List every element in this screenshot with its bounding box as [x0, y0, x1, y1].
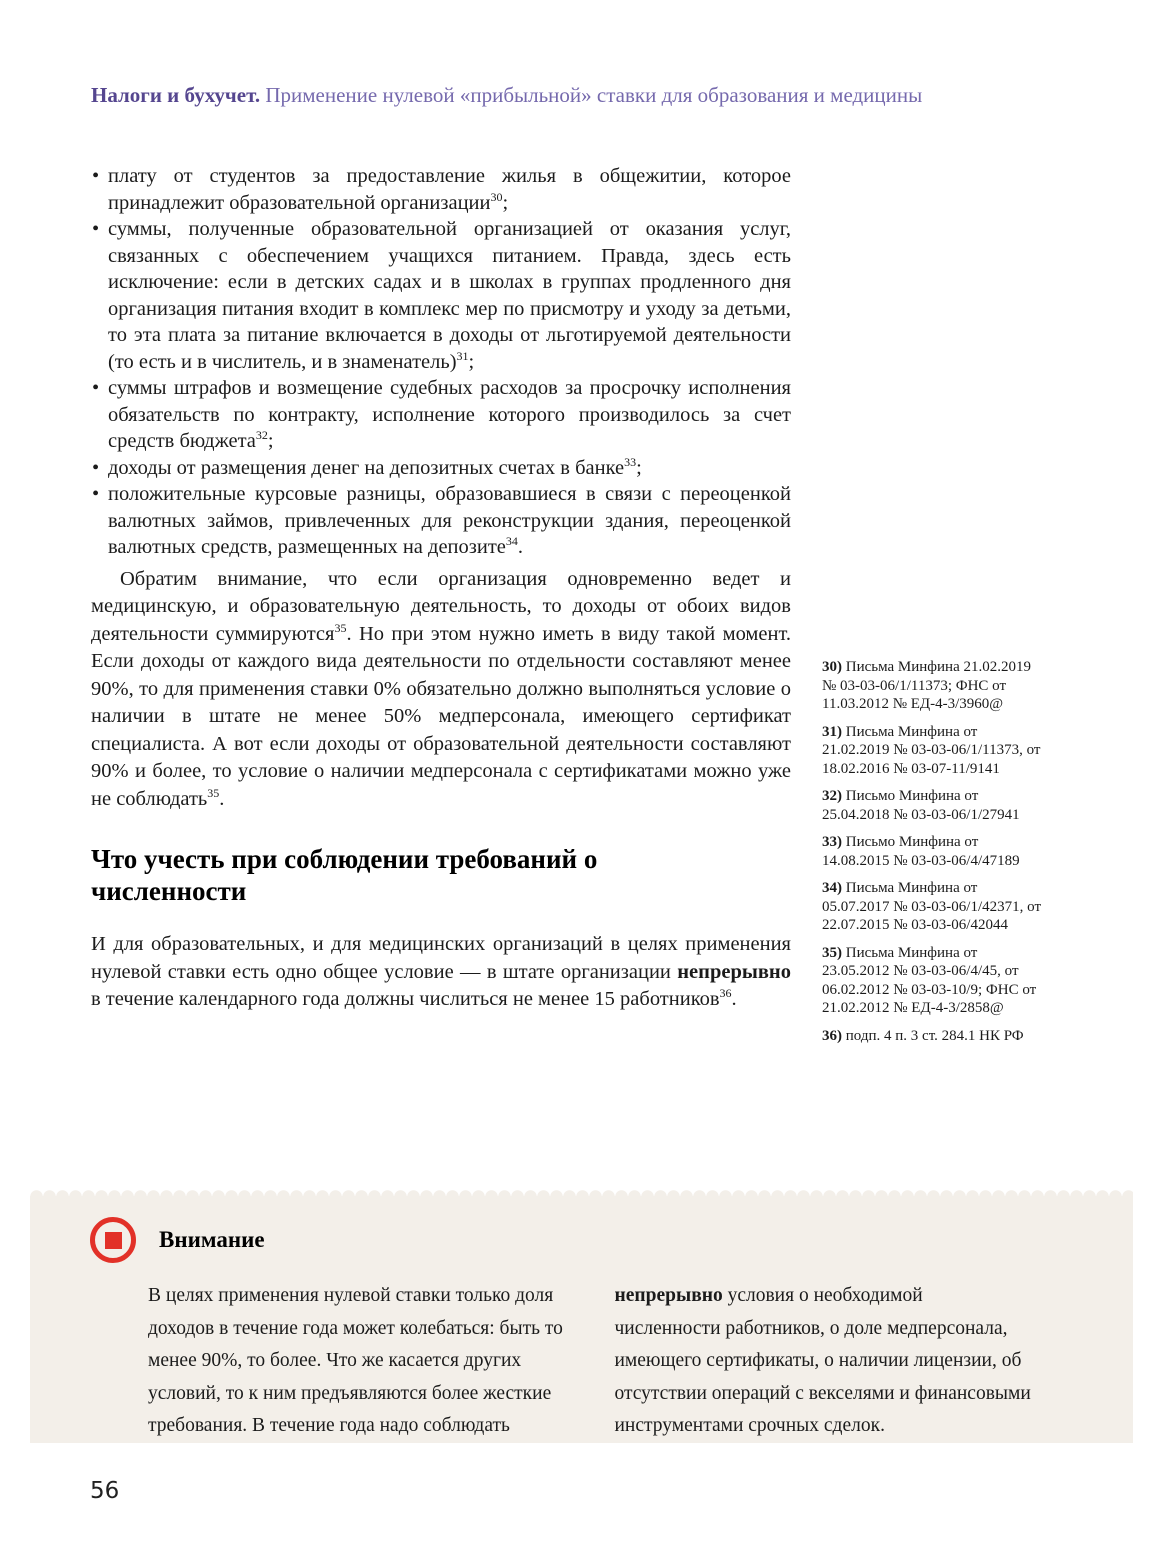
attention-columns	[148, 1280, 1033, 1443]
attention-left-text: В целях применения нулевой ставки только доля доходов в течение года может колебаться: быть то менее 90%, то более. Что же касается других условий, то к ним предъявляются более жесткие требования. В течение года надо соблюдать	[148, 1285, 563, 1436]
attention-header	[90, 1217, 265, 1263]
footnote-number: 30)	[822, 659, 846, 675]
footnote-text: Письмо Минфина от 25.04.2018 № 03-03-06/1/27941	[822, 788, 1020, 823]
page-number: 56	[90, 1478, 120, 1504]
footnote-text: подп. 4 п. 3 ст. 284.1 НК РФ	[845, 1027, 1024, 1044]
attention-right-text: непрерывно условия о необходимой численности работников, о доле медперсонала, имеющего сертификаты, о наличии лицензии, об отсутствии операций с векселями и финансовыми инструментами срочных сделок.	[614, 1285, 1031, 1436]
footnote-text: Письма Минфина от 05.07.2017 № 03-03-06/1/42371, от 22.07.2015 № 03-03-06/42044	[822, 880, 1041, 933]
footnote-item	[822, 723, 1041, 779]
footnote-item	[822, 658, 1041, 714]
footnote-item	[822, 879, 1041, 935]
main-column	[91, 163, 791, 1054]
page-header	[91, 83, 922, 108]
list-item: • доходы от размещения денег на депозитных счетах в банке$^{33}$;	[91, 455, 791, 482]
footnote-number: 33)	[822, 834, 846, 850]
article-title: Применение нулевой «прибыльной» ставки для образования и медицины	[260, 83, 923, 107]
footnote-item	[822, 787, 1041, 824]
content-area	[91, 163, 1041, 1054]
bullet-list	[91, 163, 791, 561]
list-item: • положительные курсовые разницы, образовавшиеся в связи с переоценкой валютных займов, привлеченных для реконструкции здания, переоценкой валютных средств, размещенных на депозите$^{34}$.	[91, 481, 791, 561]
stop-square-glyph	[105, 1232, 122, 1249]
footnote-item	[822, 1027, 1041, 1046]
footnote-number: 31)	[822, 723, 846, 740]
attention-box	[30, 1196, 1133, 1443]
list-item: • суммы, полученные образовательной организацией от оказания услуг, связанных с обеспечением учащихся питанием. Правда, здесь есть исключение: если в детских садах и в школах в группах продленного дня организация питания входит в комплекс мер по присмотру и уходу за детьми, то эта плата за питание включается в доходы от льготируемой деятельности (то есть и в числитель, и в знаменатель)$^{31}$;	[91, 216, 791, 375]
rubric-label: Налоги и бухучет.	[91, 83, 261, 107]
section-heading: Что учесть при соблюдении требований о численности	[91, 844, 598, 906]
attention-title: Внимание	[159, 1227, 265, 1252]
footnote-number: 36)	[822, 1027, 846, 1044]
paragraph-income-summing: Обратим внимание, что если организация одновременно ведет и медицинскую, и образовательную деятельность, то доходы от обоих видов деятельности суммируются$^{35}$. Но при этом нужно иметь в виду такой момент. Если доходы от каждого вида деятельности по отдельности составляют менее 90%, то для применения ставки 0% обязательно должно выполняться условие о наличии в штате не менее 50% медперсонала, имеющего сертификат специалиста. А вот если доходы от образовательной деятельности составляют 90% и более, то условие о наличии медперсонала с сертификатами можно уже не соблюдать$^{35}$.	[91, 567, 792, 810]
paragraph-headcount: И для образовательных, и для медицинских организаций в целях применения нулевой ставки есть одно общее условие — в штате организации непрерывно в течение календарного года должны числиться не менее 15 работников$^{36}$.	[91, 933, 791, 1010]
footnotes-sidebar	[822, 163, 1041, 1054]
footnote-text: Письма Минфина от 23.05.2012 № 03-03-06/4/45, от 06.02.2012 № 03-03-10/9; ФНС от 21.02.2012 № ЕД-4-3/2858@	[822, 944, 1037, 1016]
footnote-text: Письма Минфина от 21.02.2019 № 03-03-06/1/11373, от 18.02.2016 № 03-07-11/9141	[822, 723, 1041, 777]
footnote-text: Письма Минфина 21.02.2019 № 03-03-06/1/11373; ФНС от 11.03.2012 № ЕД-4-3/3960@	[822, 659, 1031, 712]
footnote-item	[822, 833, 1041, 870]
footnote-number: 35)	[822, 944, 846, 961]
attention-stop-icon	[90, 1217, 136, 1263]
footnote-text: Письмо Минфина от 14.08.2015 № 03-03-06/4/47189	[822, 834, 1020, 869]
footnote-number: 32)	[822, 788, 846, 804]
list-item: • плату от студентов за предоставление жилья в общежитии, которое принадлежит образовательной организации$^{30}$;	[91, 163, 791, 216]
footnote-item	[822, 944, 1041, 1018]
list-item: • суммы штрафов и возмещение судебных расходов за просрочку исполнения обязательств по контракту, исполнение которого производилось за счет средств бюджета$^{32}$;	[91, 375, 791, 455]
footnote-number: 34)	[822, 880, 846, 896]
